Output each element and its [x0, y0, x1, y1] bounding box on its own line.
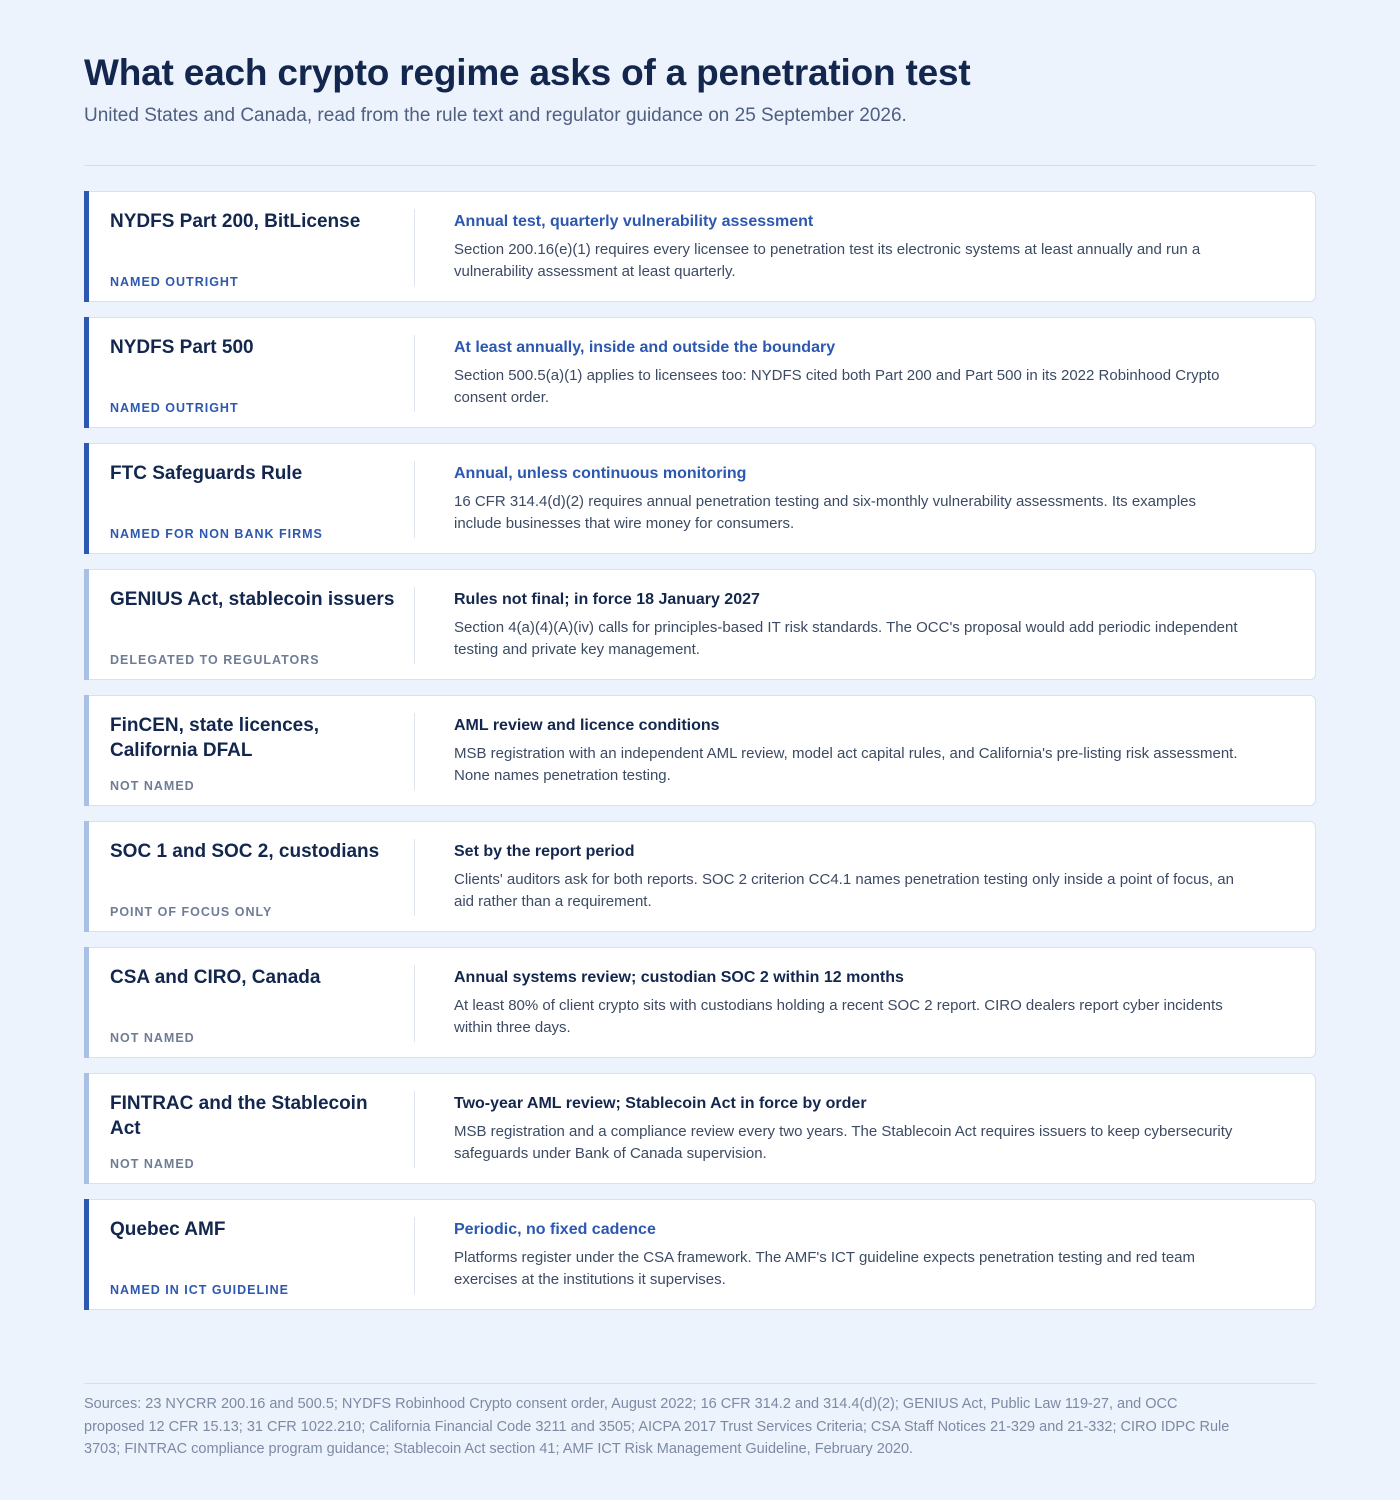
column-divider — [414, 209, 415, 286]
column-divider — [414, 839, 415, 916]
column-divider — [414, 1217, 415, 1294]
requirement-detail: MSB registration and a compliance review every two years. The Stablecoin Act requires issuers to keep cybersecurity safeguards under Bank of Canada supervision. — [454, 1123, 1233, 1162]
regime-row-fincen — [84, 695, 1316, 806]
regime-name: NYDFS Part 200, BitLicense — [110, 211, 361, 232]
regime-status-label: NOT NAMED — [110, 779, 195, 793]
regime-status-label: NAMED IN ICT GUIDELINE — [110, 1283, 289, 1297]
requirement-headline: Set by the report period — [454, 843, 635, 860]
regime-status-label: DELEGATED TO REGULATORS — [110, 653, 320, 667]
header-divider — [84, 165, 1316, 166]
requirement-headline: Two-year AML review; Stablecoin Act in force by order — [454, 1095, 867, 1112]
requirement-detail: 16 CFR 314.4(d)(2) requires annual penetration testing and six-monthly vulnerability assessments. Its examples include businesses that wire money for consumers. — [454, 493, 1197, 532]
requirement-headline: At least annually, inside and outside the boundary — [454, 339, 836, 356]
regime-status-label: POINT OF FOCUS ONLY — [110, 905, 273, 919]
regime-name: FinCEN, state licences, California DFAL — [110, 715, 320, 761]
requirement-detail: Clients' auditors ask for both reports. SOC 2 criterion CC4.1 names penetration testing only inside a point of focus, an aid rather than a requirement. — [454, 871, 1234, 910]
regime-name: SOC 1 and SOC 2, custodians — [110, 841, 380, 862]
regime-row-soc — [84, 821, 1316, 932]
sources-note: Sources: 23 NYCRR 200.16 and 500.5; NYDFS Robinhood Crypto consent order, August 2022; 16 CFR 314.2 and 314.4(d)(2); GENIUS Act, Public Law 119-27, and OCC proposed 12 CFR 15.13; 31 CFR 1022.210; California Financial Code 3211 and 3505; AICPA 2017 Trust Services Criteria; CSA Staff Notices 21-329 and 21-332; CIRO IDPC Rule 3703; FINTRAC compliance program guidance; Stablecoin Act section 41; AMF ICT Risk Management Guideline, February 2020. — [84, 1396, 1230, 1457]
regime-row-ftc-safeguards — [84, 443, 1316, 554]
requirement-headline: Annual test, quarterly vulnerability assessment — [454, 213, 814, 230]
requirement-detail: Section 200.16(e)(1) requires every licensee to penetration test its electronic systems at least annually and run a vulnerability assessment at least quarterly. — [454, 241, 1201, 280]
regime-status-label: NOT NAMED — [110, 1031, 195, 1045]
regime-name: Quebec AMF — [110, 1219, 226, 1240]
requirement-detail: Section 4(a)(4)(A)(iv) calls for principles-based IT risk standards. The OCC's proposal would add periodic independent testing and private key management. — [454, 619, 1238, 658]
requirement-headline: AML review and licence conditions — [454, 717, 720, 734]
regime-name: FINTRAC and the Stablecoin Act — [110, 1093, 368, 1139]
regime-status-label: NOT NAMED — [110, 1157, 195, 1171]
requirement-detail: Platforms register under the CSA framework. The AMF's ICT guideline expects penetration testing and red team exercises at the institutions it supervises. — [454, 1249, 1196, 1288]
row-accent-bar — [84, 695, 89, 806]
row-accent-bar — [84, 443, 89, 554]
requirement-headline: Annual systems review; custodian SOC 2 within 12 months — [454, 969, 904, 986]
regime-status-label: NAMED FOR NON BANK FIRMS — [110, 527, 323, 541]
requirement-headline: Rules not final; in force 18 January 2027 — [454, 591, 760, 608]
page-subtitle: United States and Canada, read from the rule text and regulator guidance on 25 September 2026. — [84, 105, 907, 126]
column-divider — [414, 587, 415, 664]
requirement-headline: Periodic, no fixed cadence — [454, 1221, 656, 1238]
regime-row-fintrac — [84, 1073, 1316, 1184]
regime-status-label: NAMED OUTRIGHT — [110, 401, 239, 415]
requirement-detail: MSB registration with an independent AML review, model act capital rules, and California's pre-listing risk assessment. None names penetration testing. — [454, 745, 1238, 784]
row-accent-bar — [84, 569, 89, 680]
column-divider — [414, 335, 415, 412]
regime-name: CSA and CIRO, Canada — [110, 967, 321, 988]
regime-row-quebec-amf — [84, 1199, 1316, 1310]
column-divider — [414, 461, 415, 538]
regime-name: NYDFS Part 500 — [110, 337, 254, 358]
column-divider — [414, 713, 415, 790]
column-divider — [414, 1091, 415, 1168]
regime-row-genius-act — [84, 569, 1316, 680]
regime-row-nydfs-part-500 — [84, 317, 1316, 428]
requirement-detail: Section 500.5(a)(1) applies to licensees too: NYDFS cited both Part 200 and Part 500 in its 2022 Robinhood Crypto consent order. — [454, 367, 1220, 406]
footer-divider — [84, 1383, 1316, 1384]
requirement-headline: Annual, unless continuous monitoring — [454, 465, 747, 482]
regime-row-nydfs-part-200 — [84, 191, 1316, 302]
regime-list — [84, 191, 1316, 1325]
row-accent-bar — [84, 191, 89, 302]
row-accent-bar — [84, 1199, 89, 1310]
row-accent-bar — [84, 1073, 89, 1184]
page-title: What each crypto regime asks of a penetration test — [84, 52, 971, 93]
regime-name: GENIUS Act, stablecoin issuers — [110, 589, 395, 610]
row-accent-bar — [84, 947, 89, 1058]
row-accent-bar — [84, 821, 89, 932]
requirement-detail: At least 80% of client crypto sits with custodians holding a recent SOC 2 report. CIRO dealers report cyber incidents within three days. — [454, 997, 1223, 1036]
column-divider — [414, 965, 415, 1042]
regime-row-csa-ciro — [84, 947, 1316, 1058]
regime-name: FTC Safeguards Rule — [110, 463, 303, 484]
regime-status-label: NAMED OUTRIGHT — [110, 275, 239, 289]
row-accent-bar — [84, 317, 89, 428]
